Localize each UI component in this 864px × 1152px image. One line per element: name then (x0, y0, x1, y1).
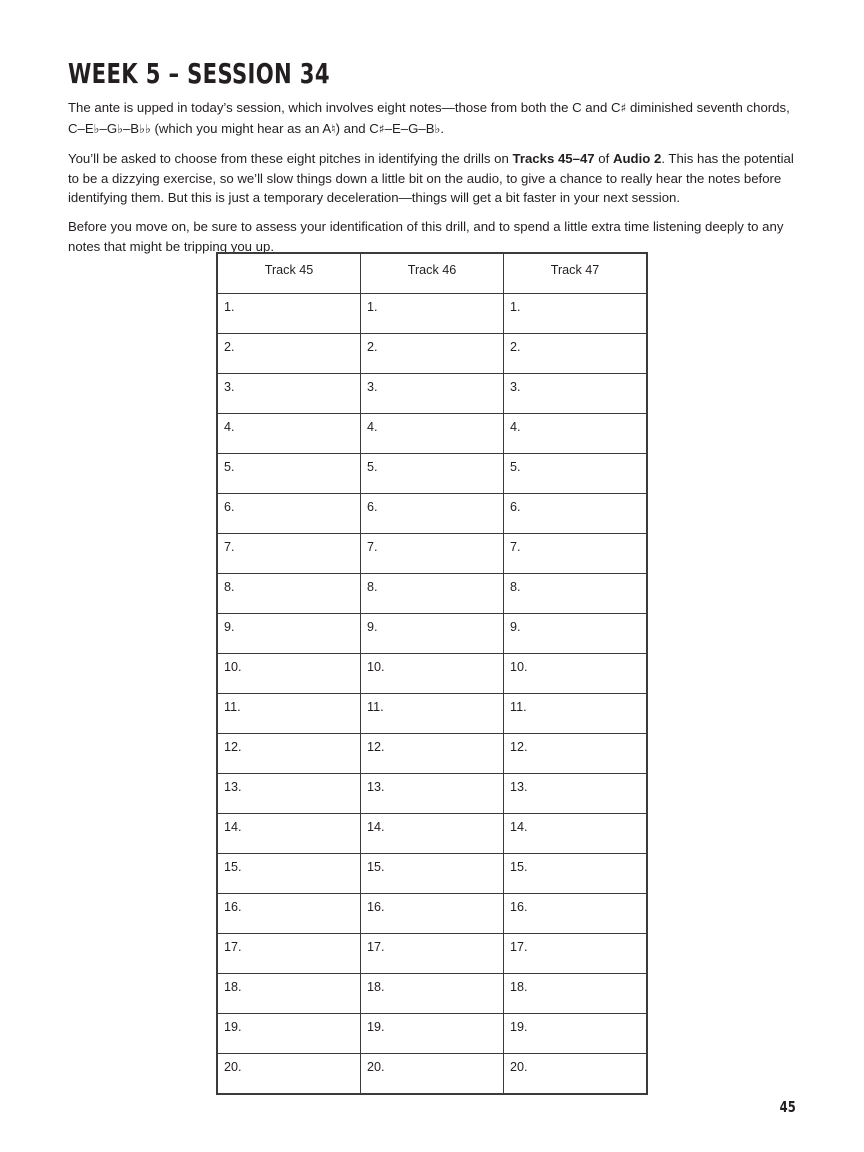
answer-table (217, 253, 647, 1094)
answer-cell[interactable]: 2. (361, 334, 504, 374)
table-row (218, 294, 647, 334)
answer-cell[interactable]: 1. (504, 294, 647, 334)
answer-cell[interactable]: 13. (218, 774, 361, 814)
double-flat-symbol: ♭♭ (139, 120, 151, 136)
table-row (218, 814, 647, 854)
answer-cell[interactable]: 13. (504, 774, 647, 814)
answer-cell[interactable]: 4. (218, 414, 361, 454)
answer-cell[interactable]: 16. (504, 894, 647, 934)
table-row (218, 1014, 647, 1054)
answer-cell[interactable]: 20. (504, 1054, 647, 1094)
flat-symbol: ♭ (434, 120, 441, 136)
answer-cell[interactable]: 6. (361, 494, 504, 534)
column-header-track-46: Track 46 (361, 254, 504, 294)
paragraph-intro-text-3: –G (99, 120, 118, 136)
answer-cell[interactable]: 9. (218, 614, 361, 654)
answer-cell[interactable]: 17. (218, 934, 361, 974)
paragraph-intro-text-2: diminished seventh chords, C–E (68, 100, 790, 136)
column-header-track-45: Track 45 (218, 254, 361, 294)
answer-table-header-row (218, 254, 647, 294)
natural-symbol: ♮ (331, 120, 336, 136)
table-row (218, 574, 647, 614)
table-row (218, 334, 647, 374)
answer-cell[interactable]: 12. (218, 734, 361, 774)
answer-cell[interactable]: 12. (504, 734, 647, 774)
answer-cell[interactable]: 3. (218, 374, 361, 414)
answer-cell[interactable]: 3. (504, 374, 647, 414)
paragraph-intro (68, 98, 794, 139)
answer-cell[interactable]: 6. (218, 494, 361, 534)
paragraph-intro-text-1: The ante is upped in today’s session, which involves eight notes—those from both the C and C (68, 100, 621, 116)
sharp-symbol: ♯ (378, 121, 385, 136)
answer-cell[interactable]: 19. (361, 1014, 504, 1054)
answer-table-body (218, 294, 647, 1094)
answer-cell[interactable]: 17. (361, 934, 504, 974)
answer-cell[interactable]: 3. (361, 374, 504, 414)
answer-cell[interactable]: 11. (218, 694, 361, 734)
answer-cell[interactable]: 5. (504, 454, 647, 494)
paragraph-intro-text-4: –B (122, 120, 140, 136)
answer-cell[interactable]: 7. (361, 534, 504, 574)
answer-cell[interactable]: 8. (218, 574, 361, 614)
answer-cell[interactable]: 7. (218, 534, 361, 574)
table-row (218, 774, 647, 814)
answer-cell[interactable]: 19. (218, 1014, 361, 1054)
paragraph-intro-text-8: . (440, 120, 445, 136)
answer-cell[interactable]: 19. (504, 1014, 647, 1054)
answer-cell[interactable]: 10. (361, 654, 504, 694)
answer-cell[interactable]: 14. (218, 814, 361, 854)
answer-cell[interactable]: 1. (361, 294, 504, 334)
table-row (218, 374, 647, 414)
answer-table-container (217, 253, 647, 1094)
paragraph-instructions-text-2: of (594, 151, 613, 167)
column-header-track-47: Track 47 (504, 254, 647, 294)
answer-cell[interactable]: 13. (361, 774, 504, 814)
answer-cell[interactable]: 11. (361, 694, 504, 734)
paragraph-instructions-text-1: You’ll be asked to choose from these eight pitches in identifying the drills on (68, 151, 513, 167)
paragraph-instructions-text-3: . This has the potential to be a dizzying exercise, so we’ll slow things down a little bit on the audio, to give a chance to really hear the notes before identifying them. But this is just a temporary deceleration—things will get a bit faster in your next session. (68, 151, 794, 205)
flat-symbol: ♭ (117, 120, 123, 136)
table-row (218, 894, 647, 934)
table-row (218, 694, 647, 734)
flat-symbol: ♭ (93, 120, 100, 136)
answer-cell[interactable]: 18. (218, 974, 361, 1014)
answer-cell[interactable]: 6. (504, 494, 647, 534)
table-row (218, 414, 647, 454)
answer-cell[interactable]: 7. (504, 534, 647, 574)
answer-cell[interactable]: 18. (504, 974, 647, 1014)
answer-cell[interactable]: 2. (504, 334, 647, 374)
table-row (218, 734, 647, 774)
table-row (218, 534, 647, 574)
answer-cell[interactable]: 14. (361, 814, 504, 854)
answer-cell[interactable]: 11. (504, 694, 647, 734)
answer-cell[interactable]: 15. (218, 854, 361, 894)
paragraph-intro-text-7: –E–G–B (384, 120, 435, 136)
sharp-symbol: ♯ (620, 101, 627, 116)
paragraph-intro-text-5: (which you might hear as an A (150, 120, 332, 136)
answer-cell[interactable]: 16. (218, 894, 361, 934)
table-row (218, 494, 647, 534)
tracks-reference: Tracks 45–47 (512, 151, 595, 167)
answer-cell[interactable]: 4. (504, 414, 647, 454)
table-row (218, 934, 647, 974)
answer-cell[interactable]: 16. (361, 894, 504, 934)
paragraph-instructions (68, 149, 794, 207)
audio-reference: Audio 2 (612, 151, 662, 167)
table-row (218, 854, 647, 894)
answer-cell[interactable]: 8. (361, 574, 504, 614)
paragraph-assessment: Before you move on, be sure to assess your identification of this drill, and to spend a little extra time listening deeply to any notes that might be tripping you up. (68, 219, 784, 254)
answer-cell[interactable]: 15. (361, 854, 504, 894)
answer-cell[interactable]: 8. (504, 574, 647, 614)
answer-cell[interactable]: 15. (504, 854, 647, 894)
answer-cell[interactable]: 9. (361, 614, 504, 654)
answer-cell[interactable]: 12. (361, 734, 504, 774)
answer-cell[interactable]: 4. (361, 414, 504, 454)
answer-cell[interactable]: 18. (361, 974, 504, 1014)
answer-cell[interactable]: 10. (218, 654, 361, 694)
paragraph-intro-text-6: ) and C (335, 120, 379, 136)
answer-cell[interactable]: 17. (504, 934, 647, 974)
answer-cell[interactable]: 5. (218, 454, 361, 494)
table-row (218, 1054, 647, 1094)
answer-cell[interactable]: 1. (218, 294, 361, 334)
answer-cell[interactable]: 5. (361, 454, 504, 494)
table-row (218, 614, 647, 654)
table-row (218, 454, 647, 494)
table-row (218, 974, 647, 1014)
answer-cell[interactable]: 9. (504, 614, 647, 654)
answer-cell[interactable]: 2. (218, 334, 361, 374)
answer-cell[interactable]: 20. (361, 1054, 504, 1094)
answer-table-head (218, 254, 647, 294)
page-number: 45 (779, 1098, 796, 1116)
answer-cell[interactable]: 10. (504, 654, 647, 694)
table-row (218, 654, 647, 694)
page-title: WEEK 5 – SESSION 34 (68, 56, 330, 90)
answer-cell[interactable]: 20. (218, 1054, 361, 1094)
answer-cell[interactable]: 14. (504, 814, 647, 854)
